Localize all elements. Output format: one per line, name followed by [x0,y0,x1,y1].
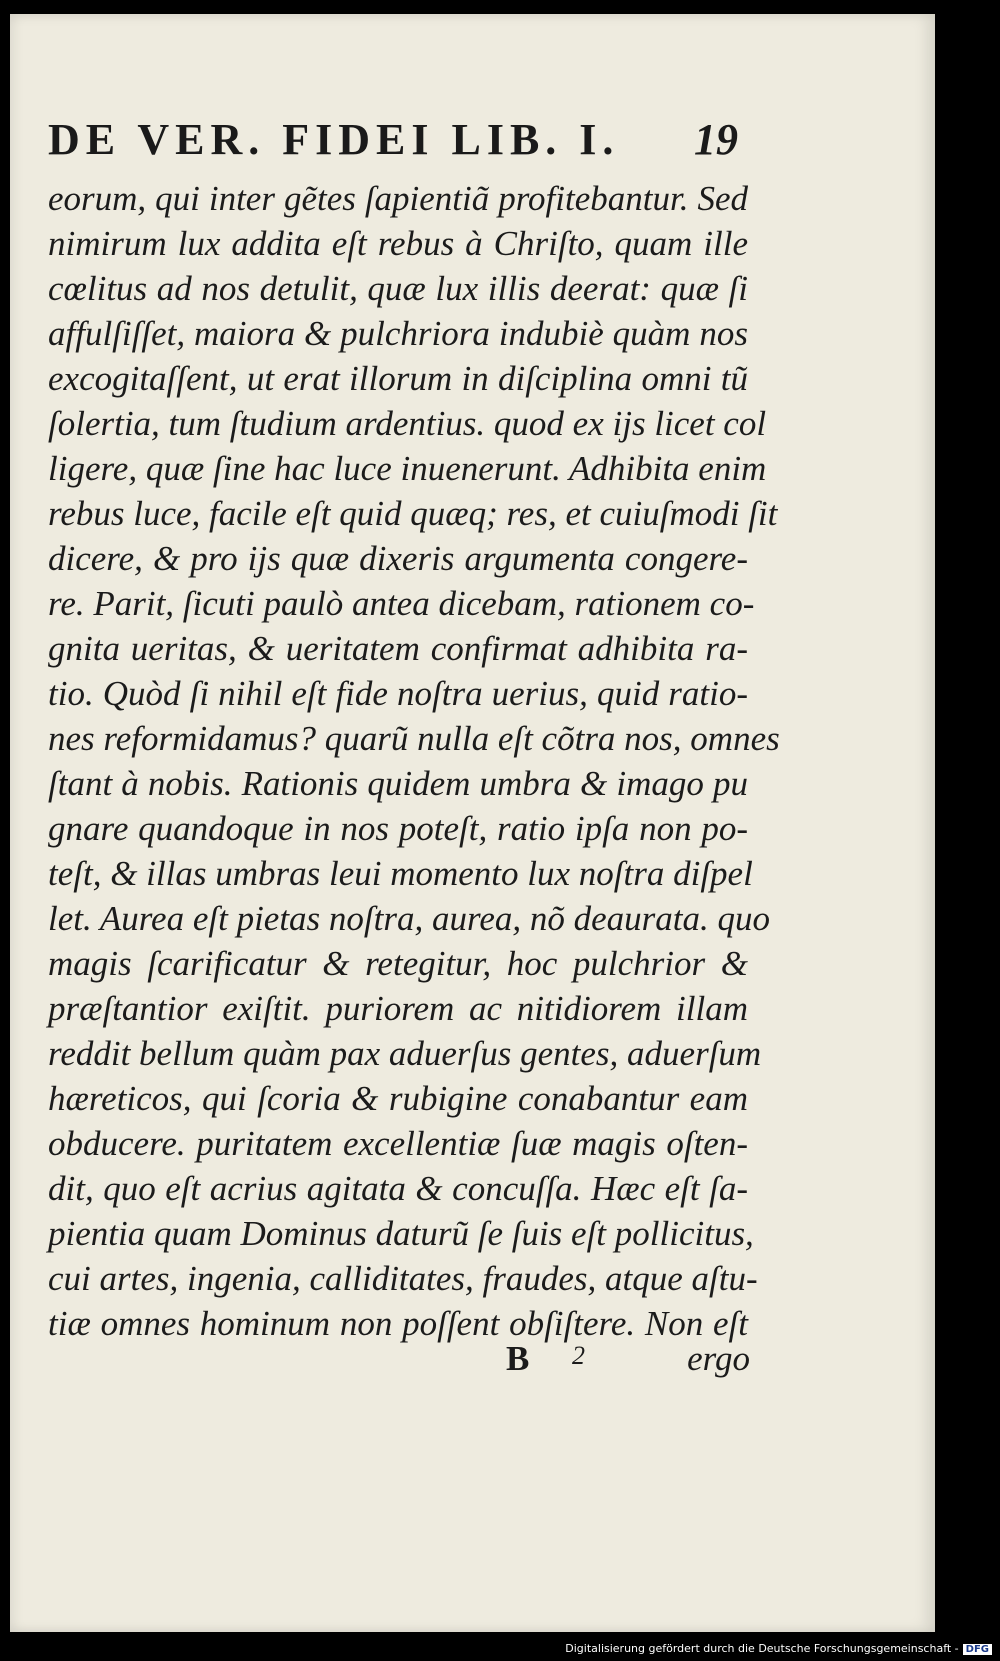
page-footer [460,1339,750,1389]
text-line: hæreticos, qui ſcoria & rubigine conabantur eam [48,1079,748,1118]
text-line: ligere, quæ ſine hac luce inuenerunt. Adhibita enim [48,449,767,488]
text-line: affulſiſſet, maiora & pulchriora indubiè quàm nos [48,314,748,353]
text-line: eorum, qui inter gẽtes ſapientiã profitebantur. Sed [48,179,748,218]
text-line: teſt, & illas umbras leui momento lux noſtra diſpel [48,854,753,893]
text-line: magis ſcarificatur & retegitur, hoc pulchrior & [48,944,748,983]
credit-text: Digitalisierung gefördert durch die Deutsche Forschungsgemeinschaft - [565,1642,959,1655]
text-line: dicere, & pro ijs quæ dixeris argumenta congere- [48,539,748,578]
text-line: ſolertia, tum ſtudium ardentius. quod ex ijs licet col [48,404,767,443]
text-line: cœlitus ad nos detulit, quæ lux illis deerat: quæ ſi [48,269,748,308]
running-head [48,114,738,164]
text-line: tio. Quòd ſi nihil eſt fide noſtra uerius, quid ratio- [48,674,748,713]
running-head-title: DE VER. FIDEI LIB. I. [48,115,620,164]
text-line: dit, quo eſt acrius agitata & concuſſa. Hæc eſt ſa- [48,1169,748,1208]
text-body [48,176,780,1346]
digitization-credit [565,1642,992,1655]
text-line: pientia quam Dominus daturũ ſe ſuis eſt pollicitus, [48,1214,754,1253]
book-page [10,14,935,1632]
text-line: re. Parit, ſicuti paulò antea dicebam, rationem co- [48,584,755,623]
page-number: 19 [694,115,738,164]
text-line: let. Aurea eſt pietas noſtra, aurea, nõ deaurata. quo [48,899,770,938]
dfg-logo: DFG [963,1644,992,1655]
text-line: rebus luce, facile eſt quid quæq; res, et cuiuſmodi ſit [48,494,778,533]
text-line: tiæ omnes hominum non poſſent obſiſtere. Non eſt [48,1304,748,1343]
text-line: excogitaſſent, ut erat illorum in diſciplina omni tũ [48,359,748,398]
text-line: gnare quandoque in nos poteſt, ratio ipſa non po- [48,809,748,848]
signature-mark: B [506,1339,530,1378]
text-line: nimirum lux addita eſt rebus à Chriſto, quam ille [48,224,748,263]
text-line: obducere. puritatem excellentiæ ſuæ magis oſten- [48,1124,748,1163]
text-line: præſtantior exiſtit. puriorem ac nitidiorem illam [48,989,748,1028]
text-line: cui artes, ingenia, calliditates, fraudes, atque aſtu- [48,1259,758,1298]
signature-number: 2 [572,1341,585,1370]
text-line: ſtant à nobis. Rationis quidem umbra & imago pu [48,764,748,803]
text-line: reddit bellum quàm pax aduerſus gentes, aduerſum [48,1034,762,1073]
catchword: ergo [687,1339,750,1378]
text-line: gnita ueritas, & ueritatem confirmat adhibita ra- [48,629,748,668]
text-line: nes reformidamus? quarũ nulla eſt cõtra nos, omnes [48,719,780,758]
